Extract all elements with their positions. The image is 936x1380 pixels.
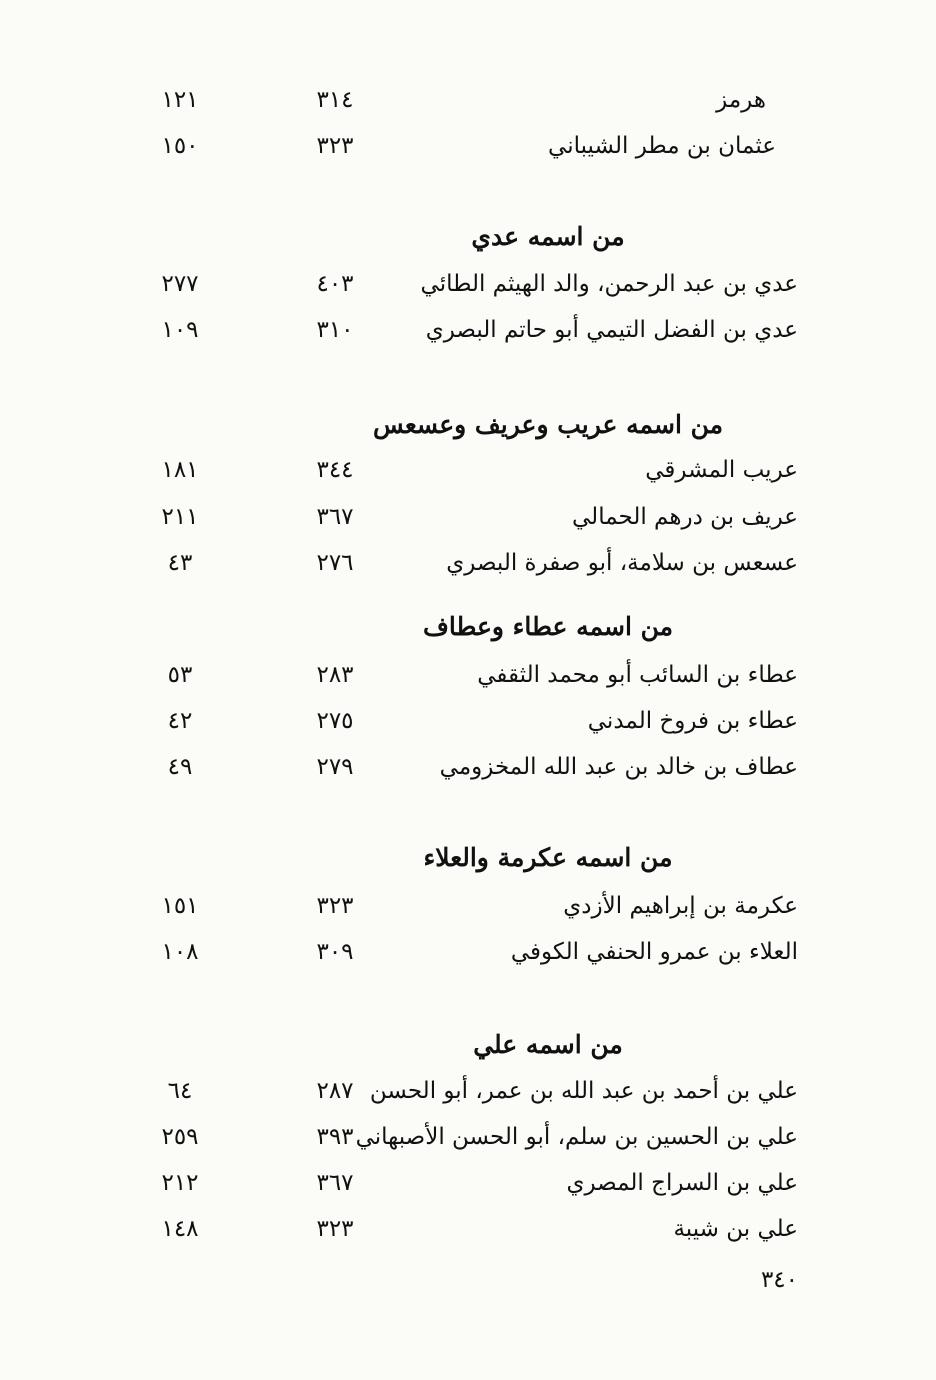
index-row [0,1163,936,1203]
entry-name: علي بن الحسين بن سلم، أبو الحسن الأصبهاني [355,1124,798,1150]
entry-name: عسعس بن سلامة، أبو صفرة البصري [446,550,798,576]
entry-name: علي بن أحمد بن عبد الله بن عمر، أبو الحسن [369,1078,798,1104]
entry-number-secondary: ٥٣ [167,662,193,688]
index-row [0,1071,936,1111]
entry-number-primary: ٣٢٣ [316,893,354,919]
entry-name: عثمان بن مطر الشيباني [548,133,776,159]
entry-number-primary: ٣٠٩ [316,939,354,965]
section-heading: من اسمه عريب وعريف وعسعس [372,410,724,439]
entry-number-secondary: ٤٢ [167,708,193,734]
entry-number-primary: ٣٩٣ [316,1124,354,1150]
entry-number-primary: ٢٨٣ [316,662,354,688]
index-row [0,310,936,350]
entry-number-secondary: ١٥٠ [161,133,199,159]
index-row [0,932,936,972]
entry-number-secondary: ١٥١ [161,893,199,919]
section-heading: من اسمه علي [473,1030,623,1059]
entry-number-primary: ٣٦٧ [316,504,354,530]
entry-name: العلاء بن عمرو الحنفي الكوفي [510,939,798,965]
index-row [0,497,936,537]
entry-name: علي بن السراج المصري [566,1170,798,1196]
index-row [0,450,936,490]
entry-number-primary: ٢٧٥ [316,708,354,734]
entry-number-primary: ٢٧٩ [316,754,354,780]
entry-number-secondary: ١٤٨ [161,1216,199,1242]
section-heading: من اسمه عدي [471,222,625,251]
entry-number-secondary: ٢١١ [161,504,199,530]
index-row [0,886,936,926]
entry-name: عدي بن الفضل التيمي أبو حاتم البصري [425,317,798,343]
entry-number-primary: ٣٤٤ [316,457,354,483]
entry-number-secondary: ٤٩ [167,754,193,780]
entry-number-secondary: ٢٧٧ [161,271,199,297]
entry-name: عكرمة بن إبراهيم الأزدي [563,893,798,919]
entry-number-primary: ٣١٤ [316,87,354,113]
index-row [0,1209,936,1249]
entry-number-secondary: ٤٣ [167,550,193,576]
entry-number-secondary: ٢٥٩ [161,1124,199,1150]
entry-name: عطاء بن السائب أبو محمد الثقفي [477,662,798,688]
entry-name: عطاء بن فروخ المدني [587,708,798,734]
entry-number-primary: ٣١٠ [316,317,354,343]
entry-number-primary: ٣٢٣ [316,1216,354,1242]
page-number: ٣٤٠ [760,1267,798,1293]
entry-number-primary: ٣٢٣ [316,133,354,159]
entry-name: عريب المشرقي [645,457,798,483]
entry-name: علي بن شيبة [673,1216,798,1242]
section-heading: من اسمه عكرمة والعلاء [423,843,673,872]
entry-name: عطاف بن خالد بن عبد الله المخزومي [439,754,798,780]
entry-number-primary: ٤٠٣ [316,271,354,297]
entry-number-secondary: ١٨١ [161,457,199,483]
entry-name: عريف بن درهم الحمالي [572,504,798,530]
entry-number-primary: ٢٨٧ [316,1078,354,1104]
index-row [0,543,936,583]
index-row [0,264,936,304]
index-row [0,80,936,120]
entry-number-secondary: ١٠٩ [161,317,199,343]
index-row [0,1117,936,1157]
entry-number-secondary: ٦٤ [167,1078,193,1104]
entry-number-secondary: ١٠٨ [161,939,199,965]
entry-number-primary: ٢٧٦ [316,550,354,576]
section-heading: من اسمه عطاء وعطاف [422,612,674,641]
index-row [0,655,936,695]
index-row [0,126,936,166]
index-row [0,701,936,741]
index-row [0,747,936,787]
entry-number-primary: ٣٦٧ [316,1170,354,1196]
entry-number-secondary: ٢١٢ [161,1170,199,1196]
entry-name: هرمز [716,87,766,113]
entry-number-secondary: ١٢١ [161,87,199,113]
entry-name: عدي بن عبد الرحمن، والد الهيثم الطائي [420,271,798,297]
